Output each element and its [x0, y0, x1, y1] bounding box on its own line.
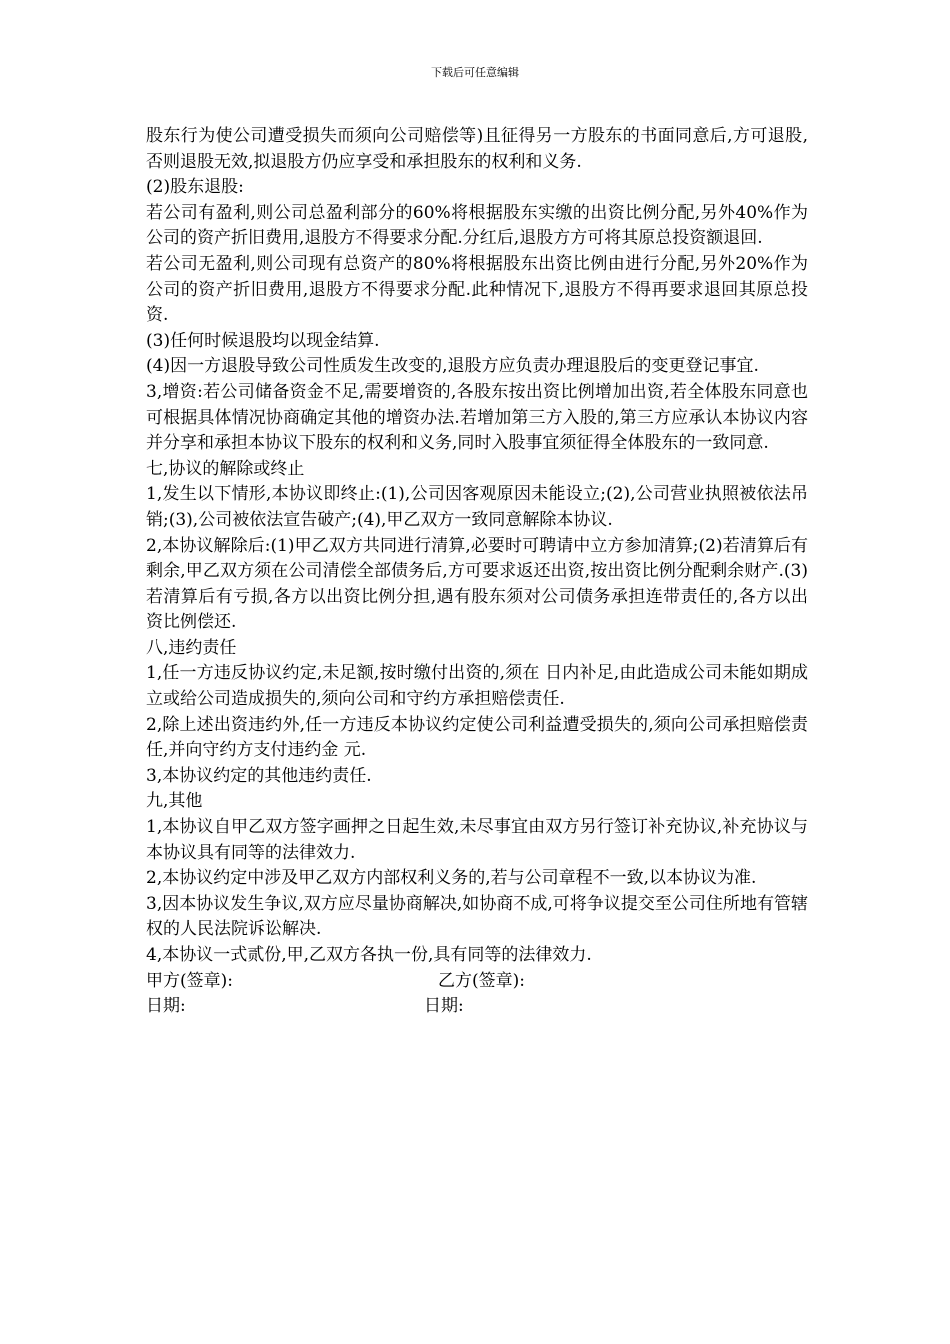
paragraph: 2,本协议解除后:(1)甲乙双方共同进行清算,必要时可聘请中立方参加清算;(2)若清算后有剩余,甲乙双方须在公司清偿全部债务后,方可要求返还出资,按出资比例分配剩余财产.(3)若清算后有亏损,各方以出资比例分担,遇有股东须对公司债务承担连带责任的,各方以出资比例偿还.	[146, 535, 808, 633]
party-a-signature-label: 甲方(签章):	[146, 970, 233, 991]
section-heading: 八,违约责任	[146, 637, 237, 658]
section-heading: 七,协议的解除或终止	[146, 458, 305, 479]
paragraph: 3,本协议约定的其他违约责任.	[146, 765, 372, 786]
paragraph: (3)任何时候退股均以现金结算.	[146, 330, 380, 351]
paragraph: 2,除上述出资违约外,任一方违反本协议约定使公司利益遭受损失的,须向公司承担赔偿责任,并向守约方支付违约金 元.	[146, 714, 808, 761]
paragraph: 若公司有盈利,则公司总盈利部分的60%将根据股东实缴的出资比例分配,另外40%作为公司的资产折旧费用,退股方不得要求分配.分红后,退股方方可将其原总投资额退回.	[146, 202, 808, 249]
paragraph: 1,发生以下情形,本协议即终止:(1),公司因客观原因未能设立;(2),公司营业执照被依法吊销;(3),公司被依法宣告破产;(4),甲乙双方一致同意解除本协议.	[146, 484, 808, 530]
paragraph: 若公司无盈利,则公司现有总资产的80%将根据股东出资比例由进行分配,另外20%作为公司的资产折旧费用,退股方不得要求分配.此种情况下,退股方不得再要求退回其原总投资.	[146, 253, 808, 326]
party-b-signature-label: 乙方(签章):	[438, 970, 525, 991]
paragraph: (4)因一方退股导致公司性质发生改变的,退股方应负责办理退股后的变更登记事宜.	[146, 356, 759, 377]
paragraph: 1,任一方违反协议约定,未足额,按时缴付出资的,须在 日内补足,由此造成公司未能如期成立或给公司造成损失的,须向公司和守约方承担赔偿责任.	[146, 663, 808, 710]
section-heading: 九,其他	[146, 791, 203, 812]
party-a-date-label: 日期:	[146, 996, 186, 1017]
date-row	[146, 994, 808, 1020]
party-b-date-label: 日期:	[424, 996, 464, 1017]
paragraph: 股东行为使公司遭受损失而须向公司赔偿等)且征得另一方股东的书面同意后,方可退股,否则退股无效,拟退股方仍应享受和承担股东的权利和义务.	[146, 126, 808, 172]
paragraph: 3,增资:若公司储备资金不足,需要增资的,各股东按出资比例增加出资,若全体股东同意也可根据具体情况协商确定其他的增资办法.若增加第三方入股的,第三方应承认本协议内容并分享和承担本协议下股东的权利和义务,同时入股事宜须征得全体股东的一致同意.	[146, 381, 808, 454]
signature-row	[146, 969, 808, 995]
document-body	[146, 124, 808, 1020]
paragraph: 3,因本协议发生争议,双方应尽量协商解决,如协商不成,可将争议提交至公司住所地有管辖权的人民法院诉讼解决.	[146, 893, 808, 940]
paragraph: 2,本协议约定中涉及甲乙双方内部权利义务的,若与公司章程不一致,以本协议为准.	[146, 868, 757, 889]
paragraph: 1,本协议自甲乙双方签字画押之日起生效,未尽事宜由双方另行签订补充协议,补充协议与本协议具有同等的法律效力.	[146, 817, 808, 863]
paragraph: 4,本协议一式贰份,甲,乙双方各执一份,具有同等的法律效力.	[146, 945, 592, 965]
paragraph: (2)股东退股:	[146, 177, 244, 198]
page-header: 下载后可任意编辑	[431, 66, 519, 79]
